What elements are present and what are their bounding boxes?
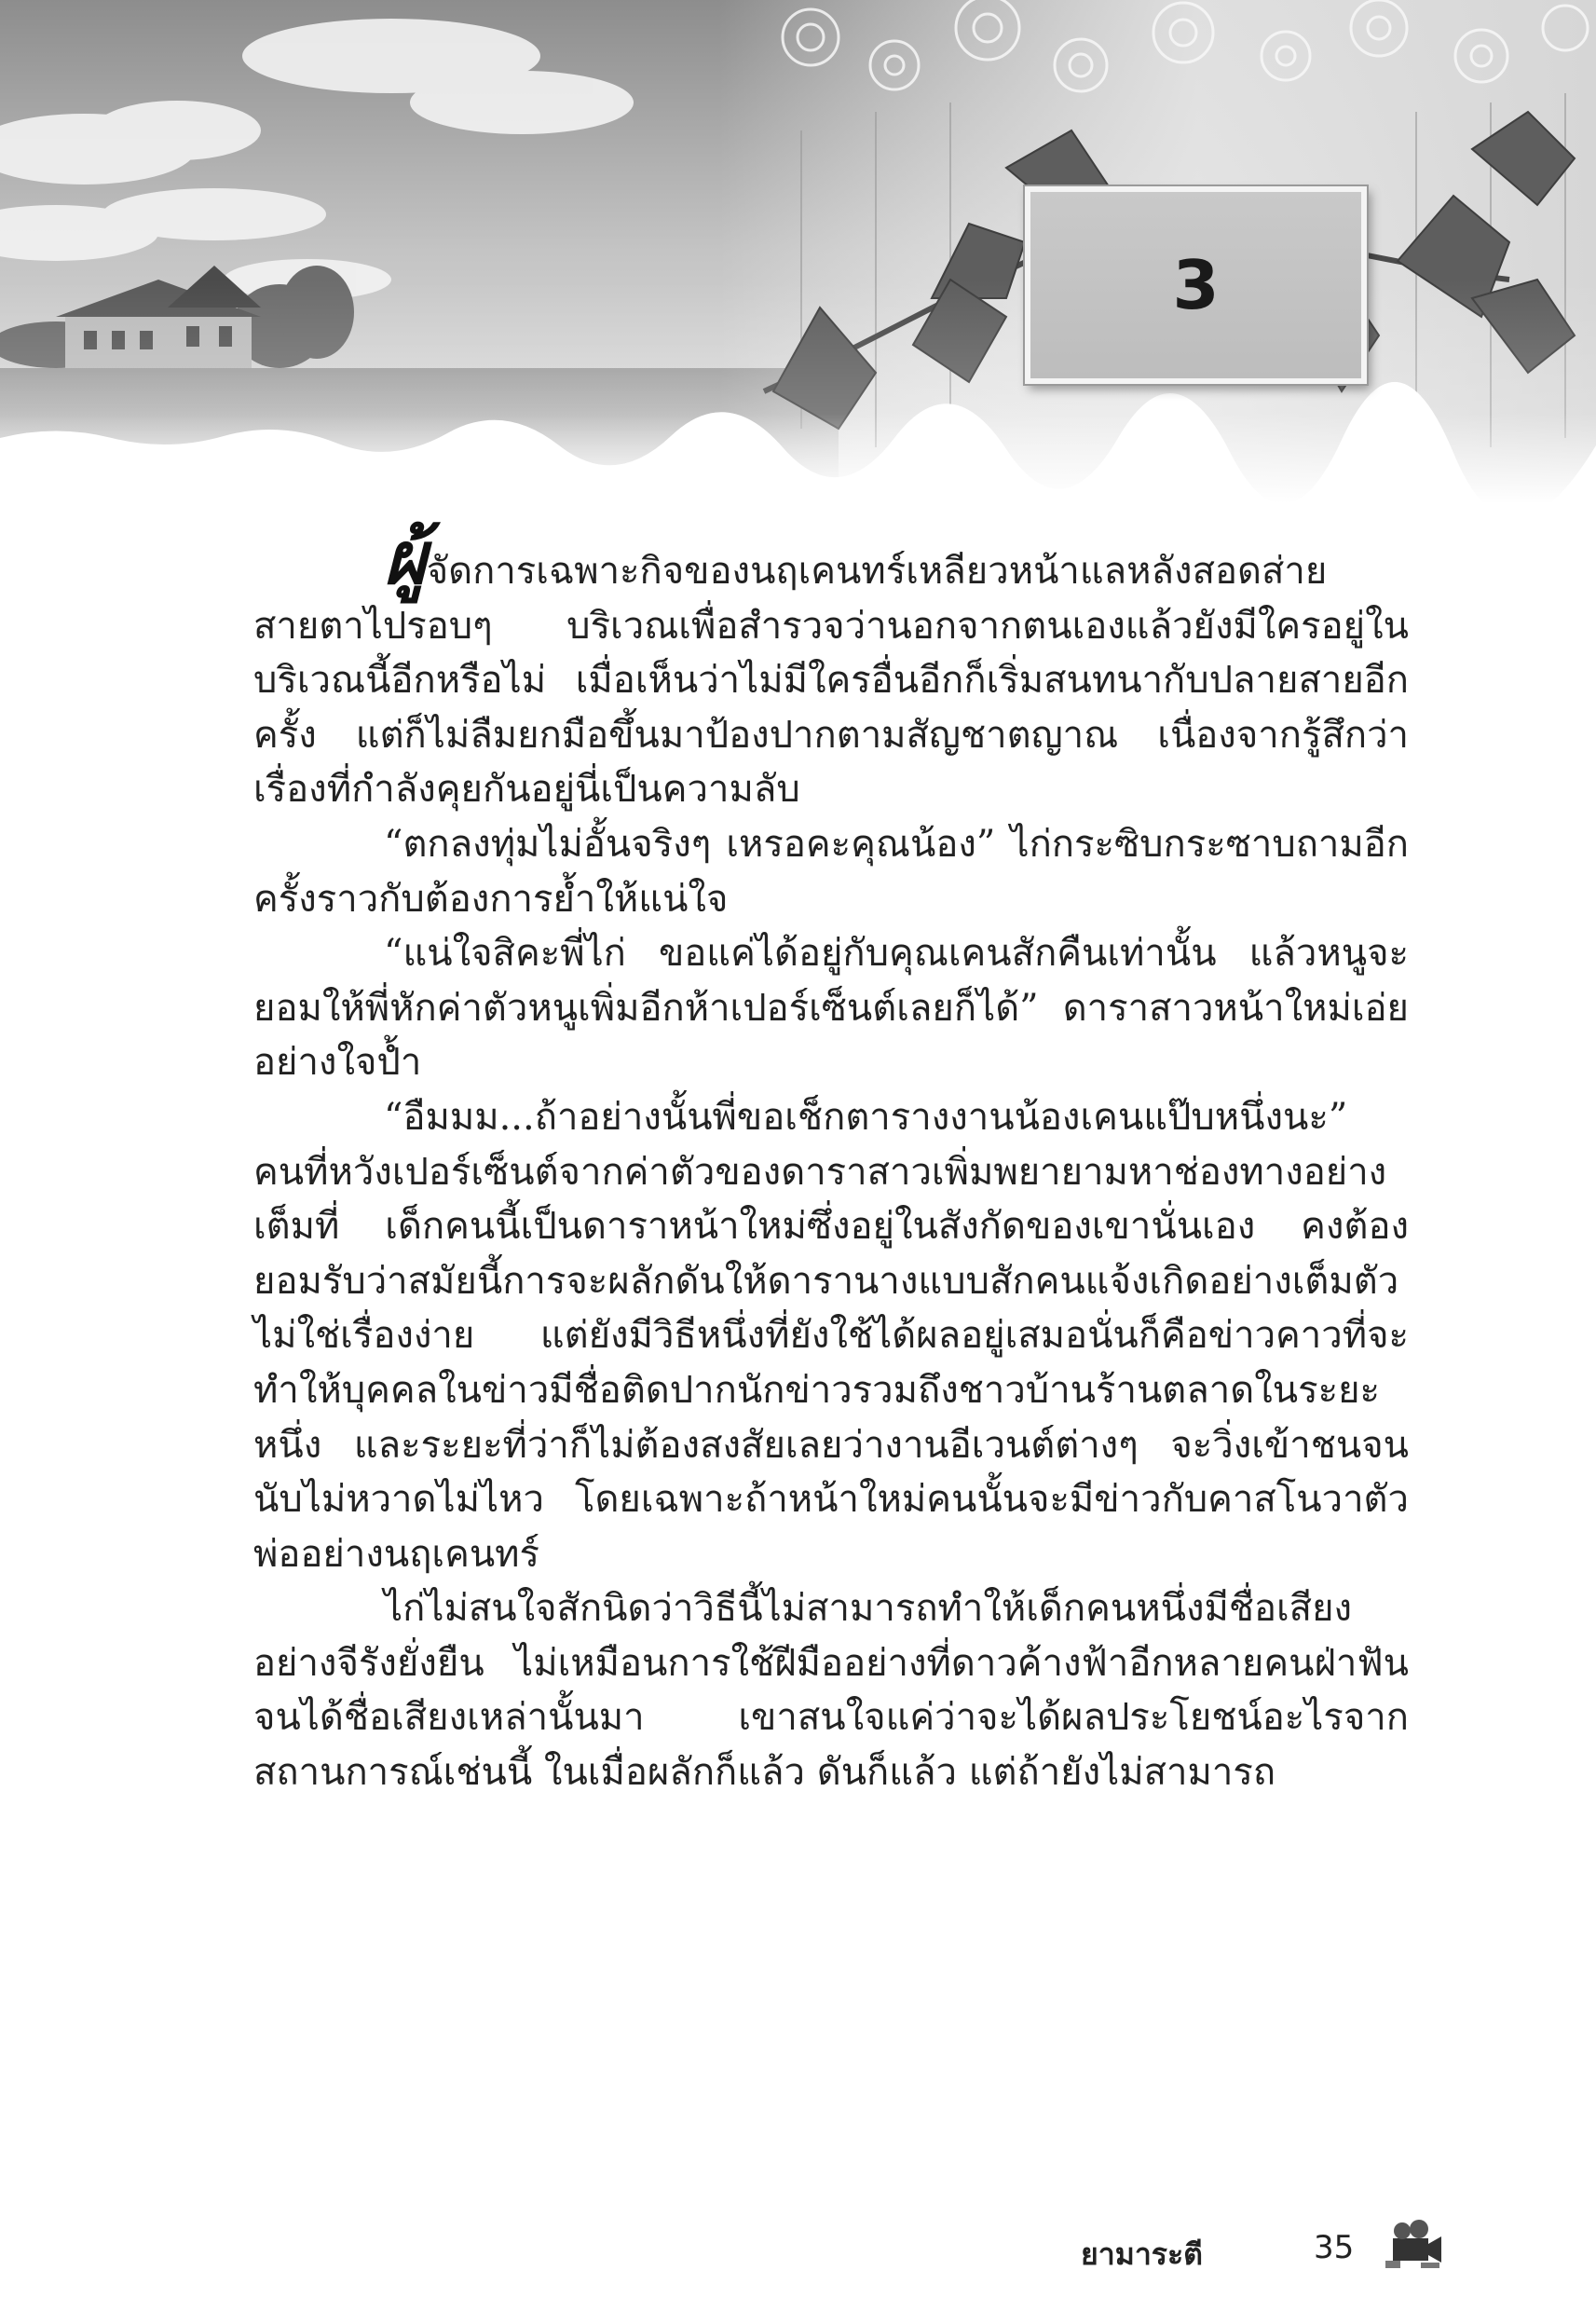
chapter-header-banner [0, 0, 1596, 503]
paragraph: ไก่ไม่สนใจสักนิดว่าวิธีนี้ไม่สามารถทำให้เด็กคนหนึ่งมีชื่อเสียงอย่างจีรังยั่งยืน ไม่เหมือนการใช้ฝีมืออย่างที่ดาวค้างฟ้าอีกหลายคนฝ่าฟันจนได้ชื่อเสียงเหล่านั้นมา เขาสนใจแค่ว่าจะได้ผลประโยชน์อะไรจากสถานการณ์เช่นนี้ ในเมื่อผลักก็แล้ว ดันก็แล้ว แต่ถ้ายังไม่สามารถ [253, 1587, 1409, 1795]
paragraph [253, 517, 1409, 817]
paragraph: “ตกลงทุ่มไม่อั้นจริงๆ เหรอคะคุณน้อง” ไก่กระซิบกระซาบถามอีกครั้งราวกับต้องการย้ำให้แน่ใจ [253, 822, 1409, 921]
chapter-number-card [1025, 186, 1367, 384]
page-number: 35 [1314, 2229, 1355, 2266]
paragraph-text: จัดการเฉพาะกิจของนฤเคนทร์เหลียวหน้าแลหลังสอดส่ายสายตาไปรอบๆ บริเวณเพื่อสำรวจว่านอกจากตนเองแล้วยังมีใครอยู่ในบริเวณนี้อีกหรือไม่ เมื่อเห็นว่าไม่มีใครอื่นอีกก็เริ่มสนทนากับปลายสายอีกครั้ง แต่ก็ไม่ลืมยกมือขึ้นมาป้องปากตามสัญชาตญาณ เนื่องจากรู้สึกว่าเรื่องที่กำลังคุยกันอยู่นี่เป็นความลับ [253, 550, 1409, 812]
page-footer [1081, 2218, 1453, 2283]
paragraph: “อืมมม...ถ้าอย่างนั้นพี่ขอเช็กตารางงานน้องเคนแป๊บหนึ่งนะ” คนที่หวังเปอร์เซ็นต์จากค่าตัวของดาราสาวเพิ่มพยายามหาช่องทางอย่างเต็มที่ เด็กคนนี้เป็นดาราหน้าใหม่ซึ่งอยู่ในสังกัดของเขานั่นเอง คงต้องยอมรับว่าสมัยนี้การจะผลักดันให้ดารานางแบบสักคนแจ้งเกิดอย่างเต็มตัวไม่ใช่เรื่องง่าย แต่ยังมีวิธีหนึ่งที่ยังใช้ได้ผลอยู่เสมอนั่นก็คือข่าวคาวที่จะทำให้บุคคลในข่าวมีชื่อติดปากนักข่าวรวมถึงชาวบ้านร้านตลาดในระยะหนึ่ง และระยะที่ว่าก็ไม่ต้องสงสัยเลยว่างานอีเวนต์ต่างๆ จะวิ่งเข้าชนจนนับไม่หวาดไม่ไหว โดยเฉพาะถ้าหน้าใหม่คนนั้นจะมีข่าวกับคาสโนวาตัวพ่ออย่างนฤเคนทร์ [253, 1095, 1409, 1576]
film-camera-icon [1384, 2218, 1449, 2274]
paragraph: “แน่ใจสิคะพี่ไก่ ขอแค่ได้อยู่กับคุณเคนสักคืนเท่านั้น แล้วหนูจะยอมให้พี่หักค่าตัวหนูเพิ่มอีกห้าเปอร์เซ็นต์เลยก็ได้” ดาราสาวหน้าใหม่เอ่ยอย่างใจป้ำ [253, 932, 1409, 1085]
dropcap: ผู้ [384, 517, 427, 601]
book-title: ยามาระตี [1081, 2236, 1203, 2272]
chapter-number: 3 [1172, 246, 1220, 324]
chapter-body [253, 517, 1409, 1800]
